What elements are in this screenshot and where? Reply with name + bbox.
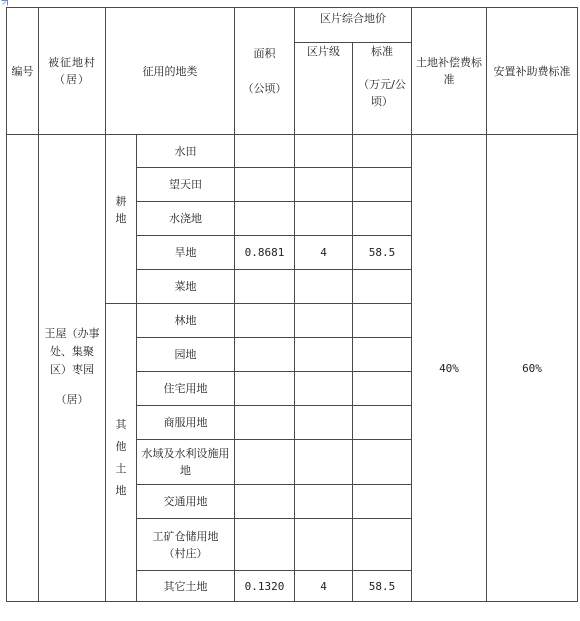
level-cell bbox=[295, 485, 353, 519]
header-serial: 编号 bbox=[7, 8, 39, 135]
level-cell bbox=[295, 406, 353, 440]
village-cell bbox=[39, 135, 106, 602]
header-standard-label: 标准 bbox=[371, 45, 393, 58]
price-cell bbox=[353, 519, 412, 571]
area-cell bbox=[235, 270, 295, 304]
level-cell bbox=[295, 519, 353, 571]
serial-cell bbox=[7, 135, 39, 602]
level-cell bbox=[295, 440, 353, 485]
area-cell bbox=[235, 304, 295, 338]
land-compensation-value: 40% bbox=[412, 135, 487, 602]
land-type-cell: 交通用地 bbox=[137, 485, 235, 519]
level-cell bbox=[295, 338, 353, 372]
area-cell bbox=[235, 168, 295, 202]
header-land-compensation: 土地补偿费标准 bbox=[412, 8, 487, 135]
table-row bbox=[7, 135, 578, 168]
price-cell bbox=[353, 485, 412, 519]
land-type-cell: 园地 bbox=[137, 338, 235, 372]
header-standard-unit: （万元/公顷） bbox=[358, 78, 406, 108]
area-cell bbox=[235, 440, 295, 485]
land-type-cell: 水域及水利设施用地 bbox=[137, 440, 235, 485]
header-village: 被征地村（居） bbox=[39, 8, 106, 135]
land-compensation-table bbox=[6, 7, 578, 602]
land-type-cell: 工矿仓储用地（村庄） bbox=[137, 519, 235, 571]
land-type-cell: 其它土地 bbox=[137, 571, 235, 602]
header-zone-level: 区片级 bbox=[295, 43, 353, 135]
level-cell bbox=[295, 372, 353, 406]
area-cell bbox=[235, 372, 295, 406]
header-area-unit: （公顷） bbox=[242, 82, 287, 95]
area-cell: 0.1320 bbox=[235, 571, 295, 602]
header-resettlement: 安置补助费标准 bbox=[487, 8, 578, 135]
header-area bbox=[235, 8, 295, 135]
area-cell bbox=[235, 519, 295, 571]
level-cell bbox=[295, 202, 353, 236]
area-cell bbox=[235, 202, 295, 236]
resettlement-value: 60% bbox=[487, 135, 578, 602]
price-cell bbox=[353, 440, 412, 485]
land-type-cell: 住宅用地 bbox=[137, 372, 235, 406]
area-cell bbox=[235, 135, 295, 168]
land-type-cell: 林地 bbox=[137, 304, 235, 338]
header-zone-price: 区片综合地价 bbox=[295, 8, 412, 43]
header-standard bbox=[353, 43, 412, 135]
land-type-cell: 旱地 bbox=[137, 236, 235, 270]
price-cell bbox=[353, 270, 412, 304]
header-land-type: 征用的地类 bbox=[106, 8, 235, 135]
level-cell bbox=[295, 270, 353, 304]
price-cell bbox=[353, 168, 412, 202]
price-cell bbox=[353, 135, 412, 168]
price-cell bbox=[353, 202, 412, 236]
level-cell bbox=[295, 135, 353, 168]
price-cell bbox=[353, 338, 412, 372]
price-cell: 58.5 bbox=[353, 571, 412, 602]
level-cell: 4 bbox=[295, 571, 353, 602]
level-cell bbox=[295, 304, 353, 338]
land-type-cell: 菜地 bbox=[137, 270, 235, 304]
village-name: 王屋（办事处、集聚区）枣园 bbox=[44, 326, 100, 376]
price-cell bbox=[353, 406, 412, 440]
group-other: 其他土地 bbox=[106, 304, 137, 602]
level-cell: 4 bbox=[295, 236, 353, 270]
area-cell bbox=[235, 485, 295, 519]
village-suffix: （居） bbox=[55, 392, 89, 406]
area-cell: 0.8681 bbox=[235, 236, 295, 270]
price-cell: 58.5 bbox=[353, 236, 412, 270]
land-type-cell: 望天田 bbox=[137, 168, 235, 202]
land-type-cell: 水田 bbox=[137, 135, 235, 168]
level-cell bbox=[295, 168, 353, 202]
area-cell bbox=[235, 406, 295, 440]
land-type-cell: 水浇地 bbox=[137, 202, 235, 236]
corner-mark-icon bbox=[1, 0, 8, 6]
price-cell bbox=[353, 372, 412, 406]
land-type-cell: 商服用地 bbox=[137, 406, 235, 440]
price-cell bbox=[353, 304, 412, 338]
area-cell bbox=[235, 338, 295, 372]
group-farmland: 耕地 bbox=[106, 135, 137, 304]
header-area-label: 面积 bbox=[253, 47, 276, 60]
